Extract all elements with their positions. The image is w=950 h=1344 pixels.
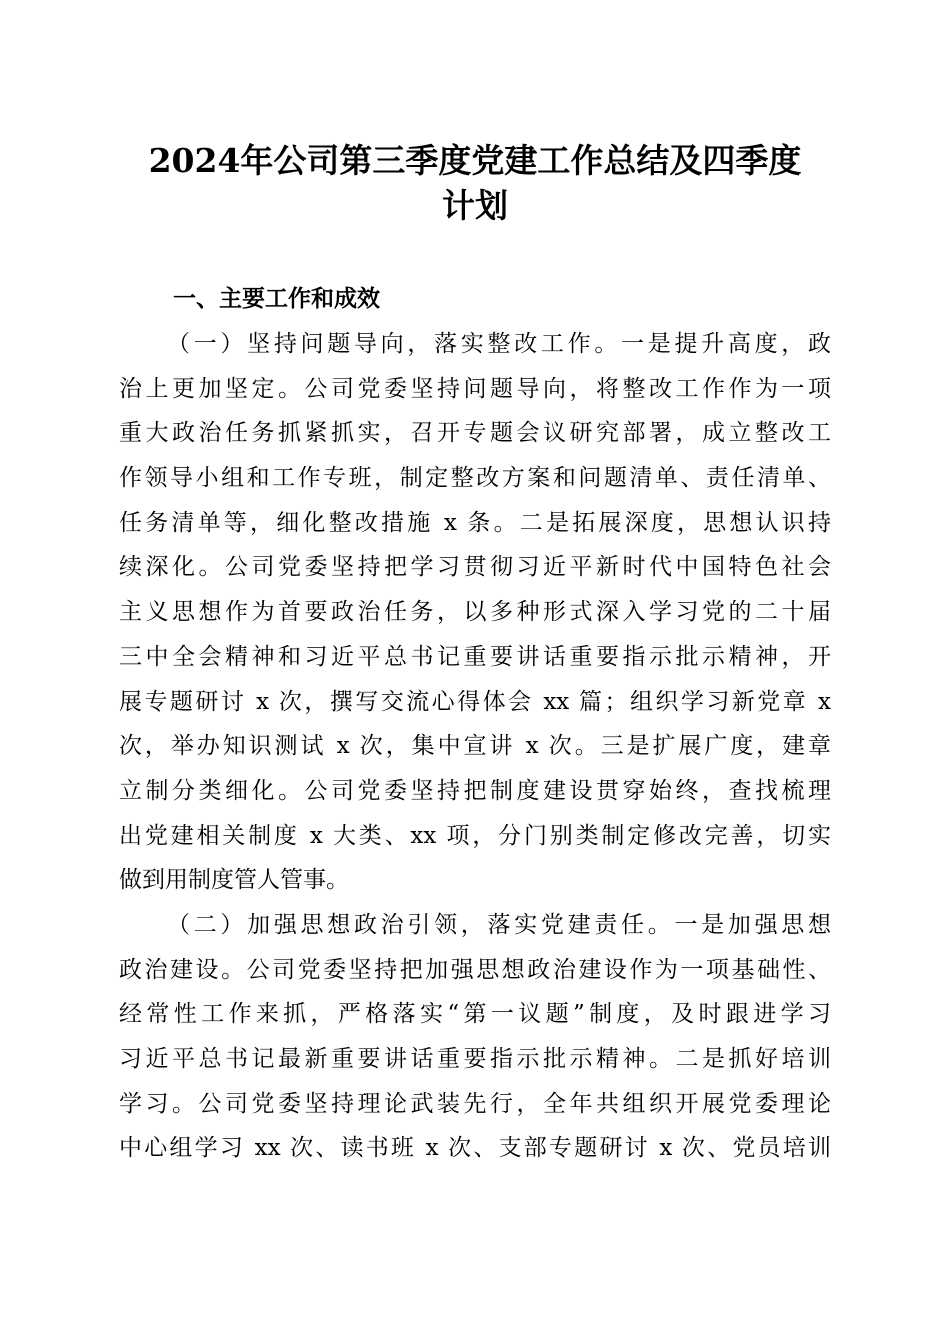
paragraph-line: （二）加强思想政治引领，落实党建责任。一是加强思想 xyxy=(167,912,831,938)
paragraph-line: 政治建设。公司党委坚持把加强思想政治建设作为一项基础性、 xyxy=(119,956,831,983)
document-title-line-1: 2024年公司第三季度党建工作总结及四季度 xyxy=(148,141,802,180)
paragraph-line: 经常性工作来抓，严格落实“第一议题”制度，及时跟进学习 xyxy=(119,1001,831,1028)
paragraph-line: 出党建相关制度 x 大类、xx 项，分门别类制定修改完善，切实 xyxy=(119,822,831,849)
paragraph-line: 重大政治任务抓紧抓实，召开专题会议研究部署，成立整改工 xyxy=(119,420,831,447)
paragraph-line: 中心组学习 xx 次、读书班 x 次、支部专题研讨 x 次、党员培训 xyxy=(119,1135,831,1162)
paragraph-line: 习近平总书记最新重要讲话重要指示批示精神。二是抓好培训 xyxy=(119,1046,831,1073)
paragraph-1 xyxy=(119,322,831,903)
paragraph-line: 做到用制度管人管事。 xyxy=(119,867,349,894)
paragraph-line: （一）坚持问题导向，落实整改工作。一是提升高度，政 xyxy=(167,331,831,357)
paragraph-line: 展专题研讨 x 次，撰写交流心得体会 xx 篇；组织学习新党章 x xyxy=(119,688,831,715)
paragraph-line: 作领导小组和工作专班，制定整改方案和问题清单、责任清单、 xyxy=(119,465,831,492)
paragraph-line: 三中全会精神和习近平总书记重要讲话重要指示批示精神，开 xyxy=(119,643,831,670)
paragraph-2 xyxy=(119,903,831,1171)
document-title-line-2: 计划 xyxy=(442,186,508,225)
paragraph-line: 治上更加坚定。公司党委坚持问题导向，将整改工作作为一项 xyxy=(119,375,831,402)
paragraph-line: 次，举办知识测试 x 次，集中宣讲 x 次。三是扩展广度，建章 xyxy=(119,733,831,760)
paragraph-line: 立制分类细化。公司党委坚持把制度建设贯穿始终，查找梳理 xyxy=(119,777,831,804)
section-heading: 一、主要工作和成效 xyxy=(173,286,380,312)
paragraph-line: 学习。公司党委坚持理论武装先行，全年共组织开展党委理论 xyxy=(119,1090,831,1117)
paragraph-line: 任务清单等，细化整改措施 x 条。二是拓展深度，思想认识持 xyxy=(119,509,831,536)
paragraph-line: 主义思想作为首要政治任务，以多种形式深入学习党的二十届 xyxy=(119,599,831,626)
paragraph-line: 续深化。公司党委坚持把学习贯彻习近平新时代中国特色社会 xyxy=(119,554,831,581)
